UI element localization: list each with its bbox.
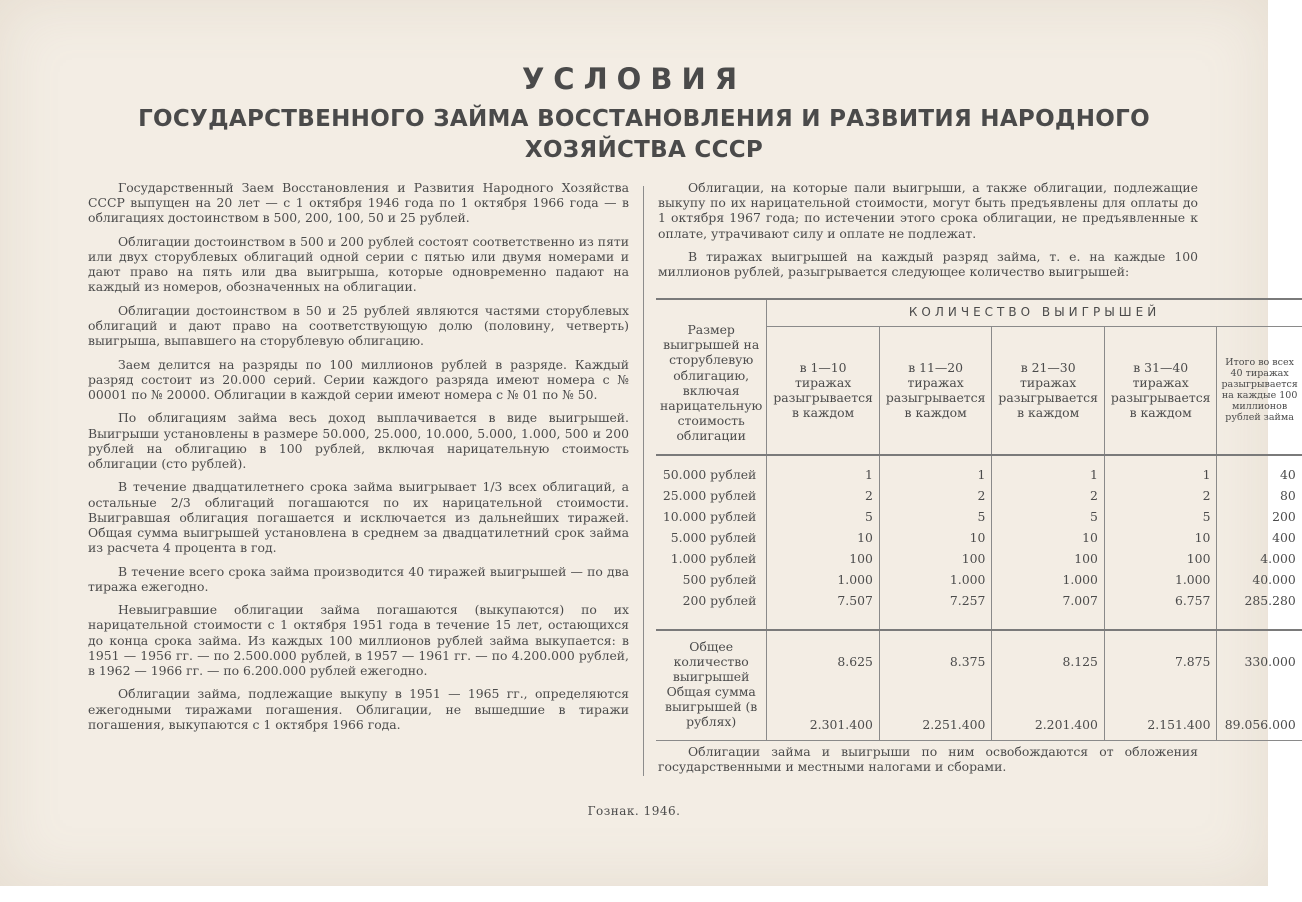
cell: 10 [767, 527, 880, 548]
row-label: Общее количество выигрышей [672, 638, 750, 684]
table-header-group: КОЛИЧЕСТВО ВЫИГРЫШЕЙ [767, 299, 1302, 327]
cell: 2 [767, 485, 880, 506]
cell: 5 [1104, 506, 1217, 527]
row-label: 10.000 рублей [662, 508, 757, 524]
page-title: УСЛОВИЯ [521, 62, 747, 96]
cell: 2.301.400 [767, 684, 880, 732]
row-label: Общая сумма выигрышей (в рублях) [665, 683, 758, 729]
tax-note: Облигации займа и выигрыши по ним освобождаются от обложения государственными и местными налогами и сборами. [658, 744, 1198, 775]
table-row [656, 464, 1302, 485]
table-header-col-1: в 1—10 тиражах разыгрывается в каждом [767, 327, 880, 455]
cell: 6.757 [1104, 590, 1217, 611]
row-label: 500 рублей [682, 571, 757, 587]
cell: 2 [879, 485, 992, 506]
left-column [88, 180, 629, 740]
cell: 1 [1104, 464, 1217, 485]
cell: 40.000 [1217, 569, 1302, 590]
cell: 2.251.400 [879, 684, 992, 732]
paragraph: Облигации достоинством в 50 и 25 рублей являются частями сторублевых облигаций и дают право на соответствующую долю (половину, четверть) выигрыша, выпавшего на сторублевую облигацию. [88, 302, 629, 349]
cell: 1.000 [1104, 569, 1217, 590]
cell: 100 [1104, 548, 1217, 569]
paragraph: По облигациям займа весь доход выплачивается в виде выигрышей. Выигрыши установлены в размере 50.000, 25.000, 10.000, 5.000, 1.000, 500 и 200 рублей на облигацию в 100 рублей, включая нарицательную стоимость облигации (сто рублей). [88, 410, 629, 471]
paragraph: В течение всего срока займа производится 40 тиражей выигрышей — по два тиража ежегодно. [88, 563, 629, 594]
table-row-total-count [656, 639, 1302, 684]
cell: 7.257 [879, 590, 992, 611]
paragraph: Облигации достоинством в 500 и 200 рублей состоят соответственно из пяти или двух сторублевых облигаций одной серии с пятью или двумя номерами и дают право на пять или два выигрыша, которые одновременно падают на каждый из номеров, обозначенных на облигации. [88, 233, 629, 295]
right-column [658, 180, 1198, 288]
table-row [656, 527, 1302, 548]
cell: 7.875 [1104, 639, 1217, 684]
table-header-col-3: в 21—30 тиражах разыгрывается в каждом [992, 327, 1105, 455]
cell: 5 [767, 506, 880, 527]
cell: 8.375 [879, 639, 992, 684]
subtitle-line-1: ГОСУДАРСТВЕННОГО ЗАЙМА ВОССТАНОВЛЕНИЯ И РАЗВИТИЯ НАРОДНОГО [138, 106, 1150, 132]
column-divider [643, 186, 644, 776]
paragraph: Невыигравшие облигации займа погашаются (выкупаются) по их нарицательной стоимости с 1 октября 1951 года в течение 15 лет, остающихся до конца срока займа. Из каждых 100 миллионов рублей займа выкупается: в 1951 — 1956 гг. — по 2.500.000 рублей, в 1957 — 1961 гг. — по 4.200.000 рублей, в 1962 — 1966 гг. — по 6.200.000 рублей ежегодно. [88, 602, 629, 678]
cell: 10 [992, 527, 1105, 548]
cell: 89.056.000 [1217, 684, 1302, 732]
paragraph: Облигации займа, подлежащие выкупу в 1951 — 1965 гг., определяются ежегодными тиражами погашения. Облигации, не вышедшие в тиражи погашения, выкупаются с 1 октября 1966 года. [88, 686, 629, 732]
table-header-col-2: в 11—20 тиражах разыгрывается в каждом [879, 327, 992, 455]
cell: 100 [767, 548, 880, 569]
prize-table [656, 298, 1302, 741]
cell: 1.000 [767, 569, 880, 590]
cell: 330.000 [1217, 639, 1302, 684]
table-row [656, 569, 1302, 590]
cell: 1 [992, 464, 1105, 485]
table-header-total: Итого во всех 40 тиражах разыгрывается на каждые 100 миллионов рублей займа [1217, 327, 1302, 455]
table-row-total-sum [656, 684, 1302, 732]
cell: 4.000 [1217, 548, 1302, 569]
cell: 1.000 [992, 569, 1105, 590]
cell: 1 [879, 464, 992, 485]
table-header-prize-size: Размер выигрышей на сторублевую облигацию, включая нарицательную стоимость облигации [660, 321, 763, 444]
cell: 8.625 [767, 639, 880, 684]
cell: 285.280 [1217, 590, 1302, 611]
cell: 10 [1104, 527, 1217, 548]
cell: 2.151.400 [1104, 684, 1217, 732]
page-subtitle [90, 104, 1198, 166]
cell: 5 [879, 506, 992, 527]
row-label: 1.000 рублей [670, 550, 757, 566]
row-label: 50.000 рублей [662, 466, 757, 482]
row-label: 25.000 рублей [662, 487, 757, 503]
printer-mark: Гознак. 1946. [587, 804, 681, 818]
table-row [656, 506, 1302, 527]
cell: 40 [1217, 464, 1302, 485]
paragraph: Заем делится на разряды по 100 миллионов рублей в разряде. Каждый разряд состоит из 20.000 серий. Серии каждого разряда имеют номера с № 00001 по № 20000. Облигации в каждой серии имеют номера с № 01 по № 50. [88, 356, 629, 402]
paragraph: В течение двадцатилетнего срока займа выигрывает 1/3 всех облигаций, а остальные 2/3 облигаций погашаются по их нарицательной стоимости. Выигравшая облигация погашается и исключается из дальнейших тиражей. Общая сумма выигрышей установлена в среднем за двадцатилетний срок займа из расчета 4 процента в год. [88, 479, 629, 556]
cell: 1 [767, 464, 880, 485]
table-row [656, 590, 1302, 611]
cell: 10 [879, 527, 992, 548]
paragraph: Государственный Заем Восстановления и Развития Народного Хозяйства СССР выпущен на 20 лет — с 1 октября 1946 года по 1 октября 1966 года — в облигациях достоинством в 500, 200, 100, 50 и 25 рублей. [88, 180, 629, 226]
paragraph: В тиражах выигрышей на каждый разряд займа, т. е. на каждые 100 миллионов рублей, разыгрывается следующее количество выигрышей: [658, 249, 1198, 280]
cell: 2 [1104, 485, 1217, 506]
row-label: 5.000 рублей [670, 529, 757, 545]
row-label: 200 рублей [682, 592, 757, 608]
cell: 80 [1217, 485, 1302, 506]
cell: 1.000 [879, 569, 992, 590]
cell: 400 [1217, 527, 1302, 548]
table-row [656, 548, 1302, 569]
paragraph: Облигации, на которые пали выигрыши, а также облигации, подлежащие выкупу по их нарицательной стоимости, могут быть предъявлены для оплаты до 1 октября 1967 года; по истечении этого срока облигации, не предъявленные к оплате, утрачивают силу и оплате не подлежат. [658, 180, 1198, 241]
cell: 2 [992, 485, 1105, 506]
cell: 7.507 [767, 590, 880, 611]
cell: 5 [992, 506, 1105, 527]
cell: 7.007 [992, 590, 1105, 611]
tax-note-block [658, 744, 1198, 783]
cell: 8.125 [992, 639, 1105, 684]
cell: 100 [992, 548, 1105, 569]
table-row [656, 485, 1302, 506]
cell: 2.201.400 [992, 684, 1105, 732]
cell: 200 [1217, 506, 1302, 527]
subtitle-line-2: ХОЗЯЙСТВА СССР [524, 137, 764, 163]
cell: 100 [879, 548, 992, 569]
table-header-col-4: в 31—40 тиражах разыгрывается в каждом [1104, 327, 1217, 455]
